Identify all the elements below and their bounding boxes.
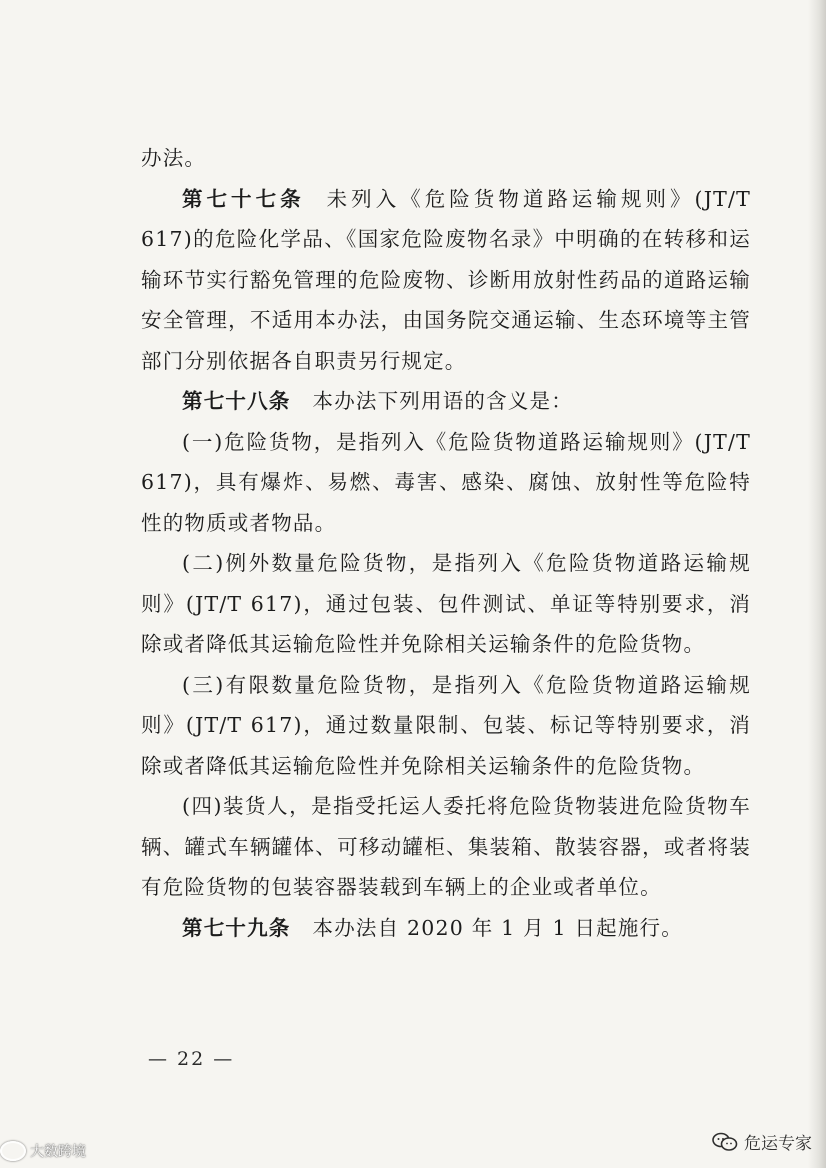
watermark-left <box>0 1140 86 1162</box>
paragraph-article-78 <box>141 381 751 422</box>
article-78-text: 本办法下列用语的含义是： <box>312 389 573 413</box>
item-2-text: (二)例外数量危险货物，是指列入《危险货物道路运输规则》(JT/T 617)，通过包装、包件测试、单证等特别要求，消除或者降低其运输危险性并免除相关运输条件的危险货物。 <box>141 551 751 656</box>
paragraph-item-4 <box>141 786 751 908</box>
watermark-right <box>712 1129 812 1154</box>
document-body <box>141 138 751 948</box>
watermark-left-text: 大数跨境 <box>30 1144 86 1160</box>
paragraph-article-79 <box>141 908 751 949</box>
page-number: — 22 — <box>148 1048 235 1070</box>
article-77-heading: 第七十七条 <box>182 186 305 211</box>
paragraph-article-77 <box>141 179 751 382</box>
article-77-text: 未列入《危险货物道路运输规则》(JT/T 617)的危险化学品、《国家危险废物名录》中明确的在转移和运输环节实行豁免管理的危险废物、诊断用放射性药品的道路运输安全管理，不适用本办法，由国务院交通运输、生态环境等主管部门分别依据各自职责另行规定。 <box>141 186 752 373</box>
paragraph-0-text: 办法。 <box>141 146 207 170</box>
article-79-heading: 第七十九条 <box>182 915 291 940</box>
item-1-text: (一)危险货物，是指列入《危险货物道路运输规则》(JT/T 617)，具有爆炸、易燃、毒害、感染、腐蚀、放射性等危险特性的物质或者物品。 <box>141 429 751 535</box>
paragraph-item-2 <box>141 543 751 665</box>
watermark-right-text: 危运专家 <box>744 1134 812 1154</box>
item-3-text: (三)有限数量危险货物，是指列入《危险货物道路运输规则》(JT/T 617)，通过数量限制、包装、标记等特别要求，消除或者降低其运输危险性并免除相关运输条件的危险货物。 <box>141 672 751 778</box>
chat-bubble-icon <box>712 1132 738 1152</box>
article-79-text: 本办法自 2020 年 1 月 1 日起施行。 <box>312 915 683 940</box>
paragraph-item-1 <box>141 422 751 544</box>
article-78-heading: 第七十八条 <box>182 389 291 413</box>
item-4-text: (四)装货人，是指受托运人委托将危险货物装进危险货物车辆、罐式车辆罐体、可移动罐柜、集装箱、散装容器，或者将装有危险货物的包装容器装载到车辆上的企业或者单位。 <box>141 794 751 899</box>
logo-icon <box>0 1141 26 1161</box>
paragraph-0 <box>141 138 751 179</box>
paragraph-item-3 <box>141 665 751 787</box>
page-edge-shadow <box>808 0 826 1168</box>
